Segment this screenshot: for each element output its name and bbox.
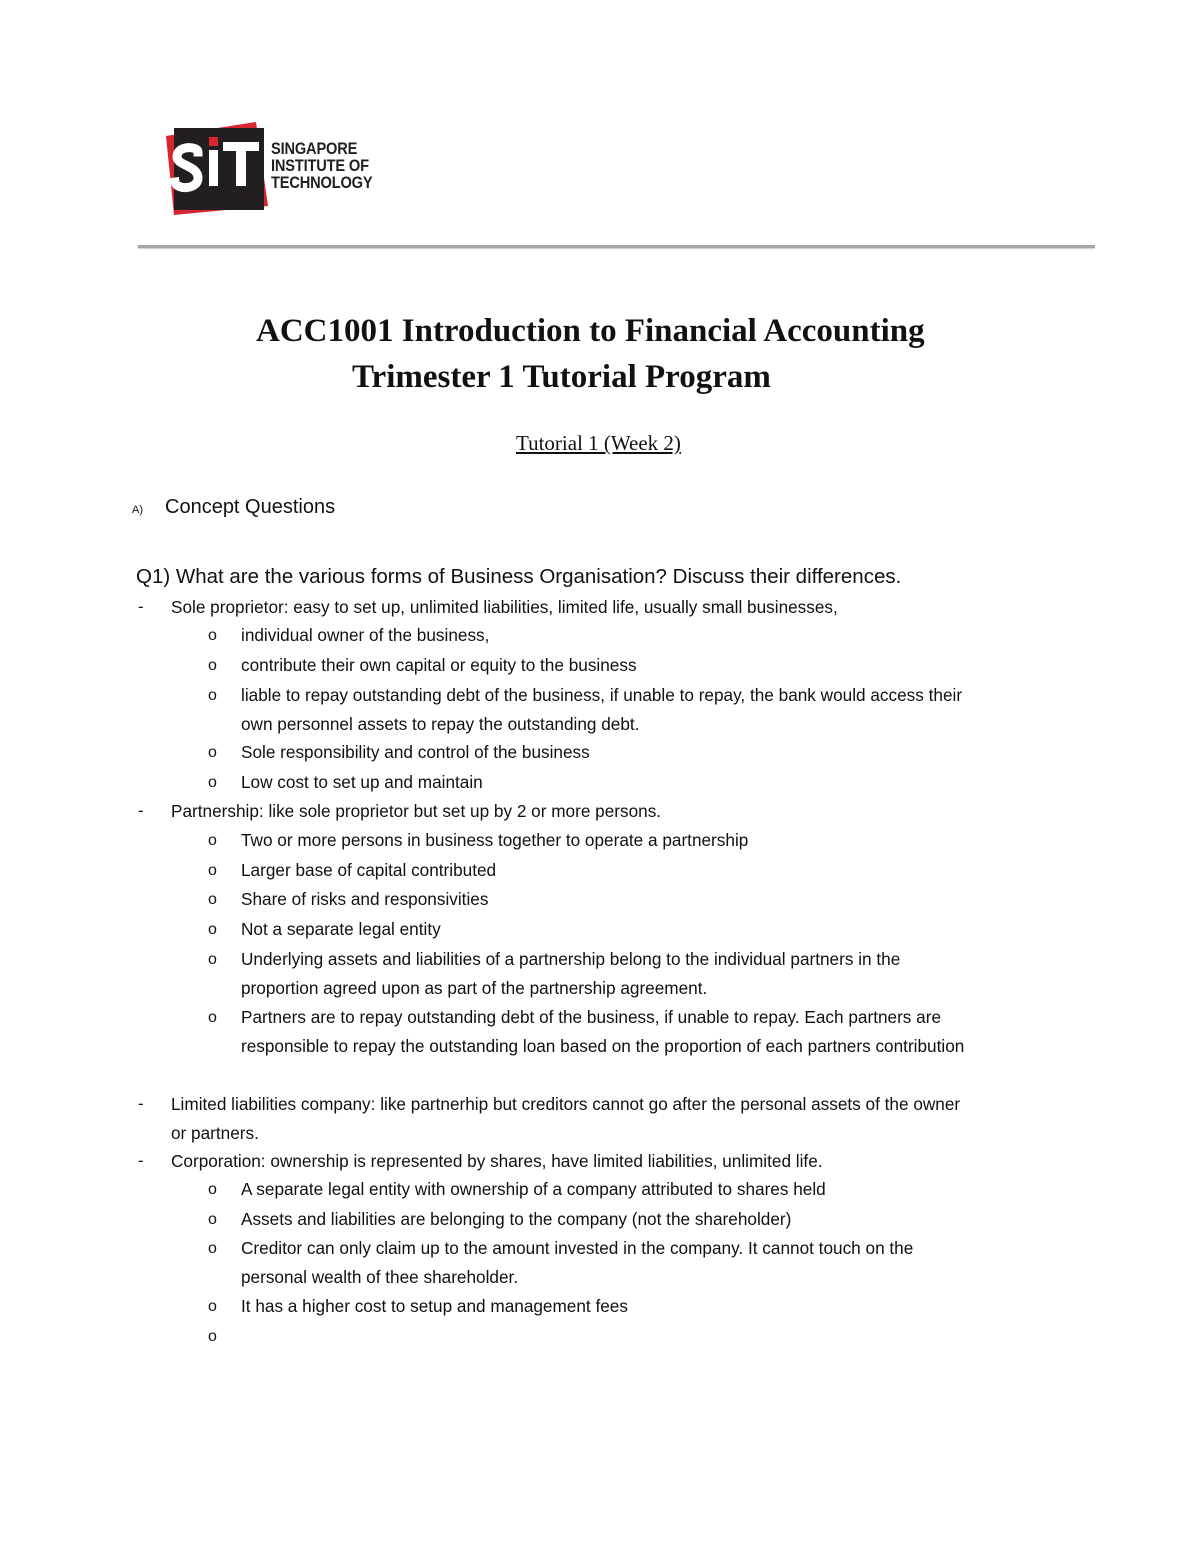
list-item: contribute their own capital or equity to the business — [241, 655, 637, 675]
list-item: Low cost to set up and maintain — [241, 772, 483, 792]
list-item: Creditor can only claim up to the amount invested in the company. It cannot touch on the — [241, 1238, 914, 1258]
question-q1: Q1) What are the various forms of Business Organisation? Discuss their differences. — [136, 565, 902, 588]
list-item: Underlying assets and liabilities of a partnership belong to the individual partners in the — [241, 949, 901, 969]
list-item-continued: responsible to repay the outstanding loan based on the proportion of each partners contribution — [241, 1036, 965, 1056]
sit-logo-mark — [164, 120, 272, 216]
bullet-marker: o — [208, 1211, 217, 1228]
corporation-text: Corporation: ownership is represented by shares, have limited liabilities, unlimited life. — [171, 1151, 823, 1171]
bullet-marker: o — [208, 921, 217, 938]
bullet-marker: o — [208, 1009, 217, 1026]
list-item: Partners are to repay outstanding debt of the business, if unable to repay. Each partners are — [241, 1007, 942, 1027]
dash-marker: - — [138, 1151, 144, 1170]
bullet-marker: o — [208, 1181, 217, 1198]
bullet-marker: o — [208, 744, 217, 761]
llc-text-continued: or partners. — [171, 1123, 259, 1143]
logo-line-1: SINGAPORE — [271, 139, 358, 158]
list-item-continued: own personnel assets to repay the outstanding debt. — [241, 714, 640, 734]
bullet-marker: o — [208, 951, 217, 968]
bullet-marker: o — [208, 687, 217, 704]
course-title: ACC1001 Introduction to Financial Accounting — [256, 313, 925, 349]
list-item: liable to repay outstanding debt of the business, if unable to repay, the bank would access their — [241, 685, 963, 705]
logo-line-3: TECHNOLOGY — [271, 173, 373, 192]
section-letter: A) — [132, 504, 143, 516]
list-item: It has a higher cost to setup and management fees — [241, 1296, 628, 1316]
list-item: Assets and liabilities are belonging to the company (not the shareholder) — [241, 1209, 792, 1229]
bullet-marker: o — [208, 1328, 217, 1345]
llc-text: Limited liabilities company: like partnerhip but creditors cannot go after the personal assets of the owner — [171, 1094, 961, 1114]
list-item: individual owner of the business, — [241, 625, 490, 645]
sole-proprietor-text: Sole proprietor: easy to set up, unlimited liabilities, limited life, usually small businesses, — [171, 597, 838, 617]
bullet-marker: o — [208, 891, 217, 908]
list-item: Sole responsibility and control of the business — [241, 742, 590, 762]
dash-marker: - — [138, 801, 144, 820]
partnership-text: Partnership: like sole proprietor but set up by 2 or more persons. — [171, 801, 662, 821]
bullet-marker: o — [208, 832, 217, 849]
list-item: Share of risks and responsivities — [241, 889, 489, 909]
list-item: A separate legal entity with ownership of a company attributed to shares held — [241, 1179, 826, 1199]
logo-line-2: INSTITUTE OF — [271, 156, 369, 175]
header-rule — [138, 245, 1095, 248]
list-item-continued: proportion agreed upon as part of the partnership agreement. — [241, 978, 708, 998]
bullet-marker: o — [208, 1298, 217, 1315]
bullet-marker: o — [208, 1240, 217, 1257]
program-title: Trimester 1 Tutorial Program — [352, 359, 771, 395]
list-item-continued: personal wealth of thee shareholder. — [241, 1267, 519, 1287]
tutorial-heading: Tutorial 1 (Week 2) — [516, 431, 681, 455]
section-title: Concept Questions — [165, 496, 336, 518]
list-item: Not a separate legal entity — [241, 919, 441, 939]
logo-wordmark — [271, 140, 372, 191]
dash-marker: - — [138, 597, 144, 616]
bullet-marker: o — [208, 627, 217, 644]
list-item: Two or more persons in business together to operate a partnership — [241, 830, 749, 850]
bullet-marker: o — [208, 862, 217, 879]
section-heading — [132, 496, 335, 519]
bullet-marker: o — [208, 774, 217, 791]
list-item: Larger base of capital contributed — [241, 860, 497, 880]
dash-marker: - — [138, 1094, 144, 1113]
sit-logo — [164, 120, 394, 216]
bullet-marker: o — [208, 657, 217, 674]
